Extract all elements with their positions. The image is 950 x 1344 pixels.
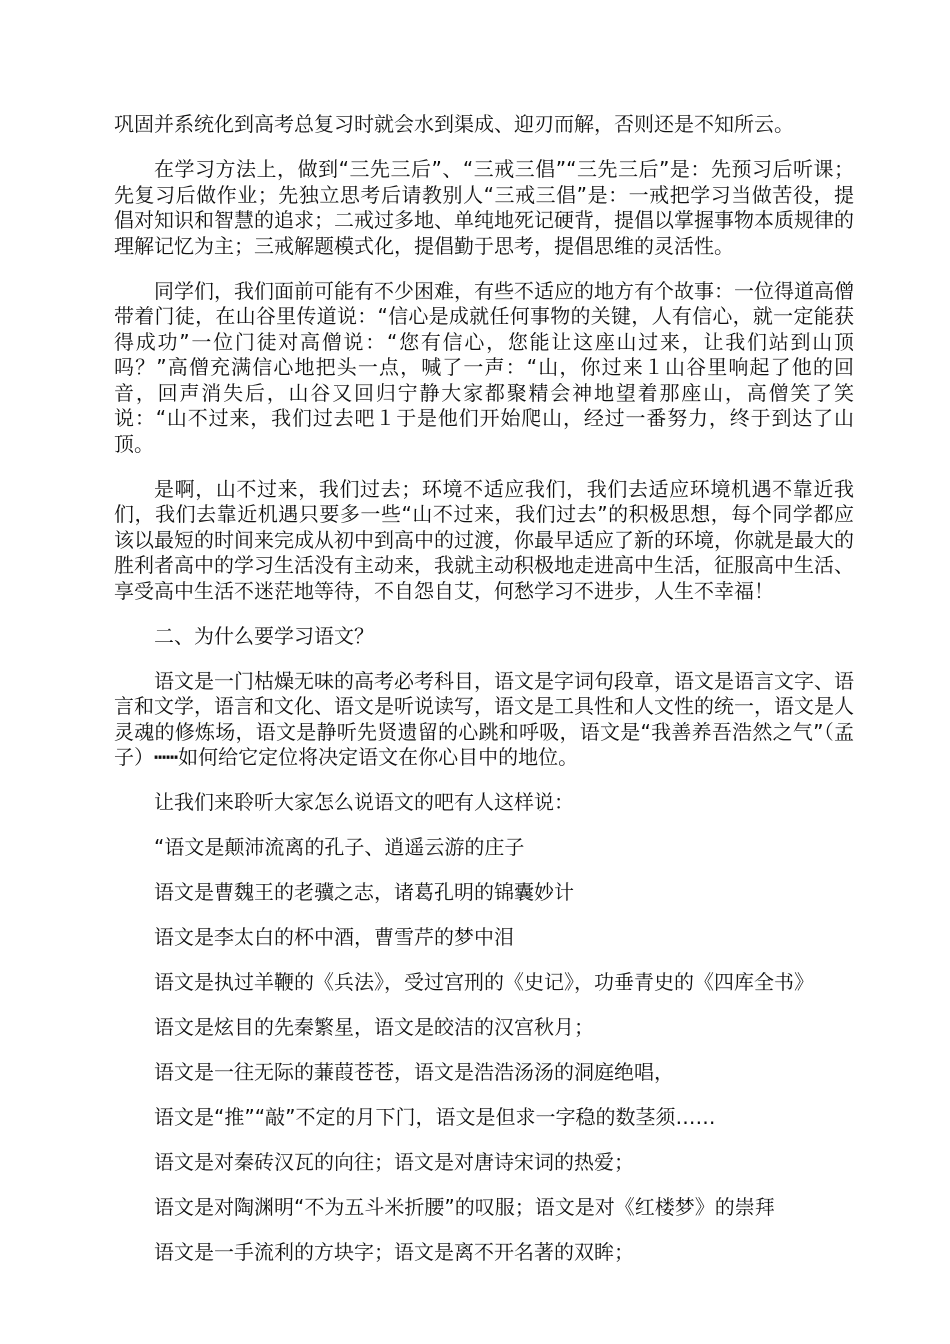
poem-line: 语文是“推”“敲”不定的月下门，语文是但求一字稳的数茎须……	[154, 1105, 716, 1129]
poem-line: 语文是曹魏王的老骥之志，诸葛孔明的锦囊妙计	[154, 880, 574, 904]
poem-line: 语文是对陶渊明“不为五斗米折腰”的叹服；语文是对《红楼梦》的崇拜	[154, 1195, 775, 1219]
poem-line: “语文是颠沛流离的孔子、逍遥云游的庄子	[154, 835, 525, 859]
paragraph-continuation: 巩固并系统化到高考总复习时就会水到渠成、迎刃而解，否则还是不知所云。	[114, 112, 794, 136]
poem-line: 语文是李太白的杯中酒，曹雪芹的梦中泪	[154, 925, 514, 949]
paragraph-what-is-chinese: 语文是一门枯燥无味的高考必考科目，语文是字词句段章，语文是语言文字、语言和文学，语言和文化、语文是听说读写，语文是工具性和人文性的统一，语文是人灵魂的修炼场，语文是静听先贤遗留的心跳和呼吸，语文是“我善养吾浩然之气”（孟子）┅┅如何给它定位将决定语文在你心目中的地位。	[114, 668, 854, 769]
poem-line: 语文是炫目的先秦繁星，语文是皎洁的汉宫秋月；	[154, 1015, 594, 1039]
paragraph-adapt-environment: 是啊，山不过来，我们过去；环境不适应我们，我们去适应环境机遇不靠近我们，我们去靠近机遇只要多一些“山不过来，我们过去”的积极思想，每个同学都应该以最短的时间来完成从初中到高中的过渡，你最早适应了新的环境，你就是最大的胜利者高中的学习生活没有主动来，我就主动积极地走进高中生活，征服高中生活、享受高中生活不迷茫地等待，不自怨自艾，何愁学习不进步，人生不幸福！	[114, 476, 854, 603]
poem-line: 语文是一往无际的蒹葭苍苍，语文是浩浩汤汤的洞庭绝唱，	[154, 1060, 674, 1084]
paragraph-monk-story: 同学们，我们面前可能有不少困难，有些不适应的地方有个故事：一位得道高僧带着门徒，在山谷里传道说：“信心是成就任何事物的关键，人有信心，就一定能获得成功”一位门徒对高僧说：“您有信心，您能让这座山过来，让我们站到山顶吗？”高僧充满信心地把头一点，喊了一声：“山，你过来１山谷里响起了他的回音，回声消失后，山谷又回归宁静大家都聚精会神地望着那座山，高僧笑了笑说：“山不过来，我们过去吧１于是他们开始爬山，经过一番努力，终于到达了山顶。	[114, 278, 854, 456]
poem-line: 语文是一手流利的方块字；语文是离不开名著的双眸；	[154, 1240, 634, 1264]
poem-line: 语文是执过羊鞭的《兵法》，受过宫刑的《史记》，功垂青史的《四库全书》	[154, 970, 814, 994]
document-page	[114, 112, 854, 1285]
poem-line: 语文是对秦砖汉瓦的向往；语文是对唐诗宋词的热爱；	[154, 1150, 634, 1174]
section-heading-why-chinese: 二、为什么要学习语文？	[154, 623, 374, 648]
paragraph-study-method: 在学习方法上，做到“三先三后”、“三戒三倡”“三先三后”是：先预习后听课；先复习后做作业；先独立思考后请教别人“三戒三倡”是：一戒把学习当做苦役，提倡对知识和智慧的追求；二戒过多地、单纯地死记硬背，提倡以掌握事物本质规律的理解记忆为主；三戒解题模式化，提倡勤于思考，提倡思维的灵活性。	[114, 157, 854, 258]
paragraph-listen: 让我们来聆听大家怎么说语文的吧有人这样说：	[154, 790, 574, 814]
